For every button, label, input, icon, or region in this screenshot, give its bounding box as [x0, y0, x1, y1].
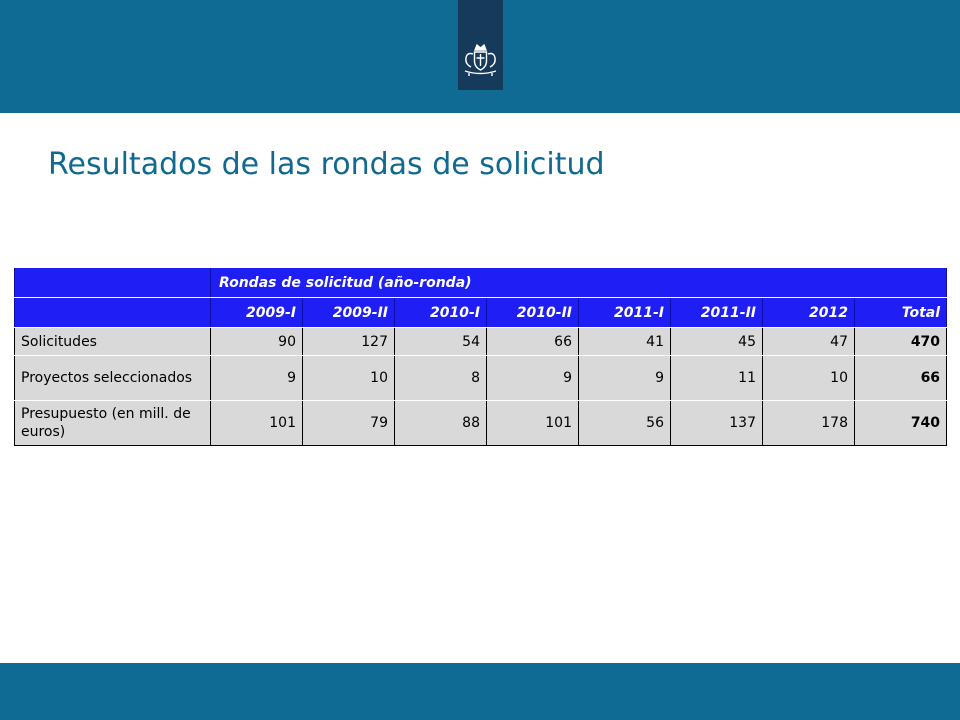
table-cell: 66	[487, 328, 579, 356]
column-header: 2010-I	[395, 298, 487, 328]
logo-tab	[458, 0, 503, 90]
column-header: 2009-II	[303, 298, 395, 328]
table-cell: 47	[763, 328, 855, 356]
table-cell: 9	[211, 356, 303, 401]
table-row	[15, 401, 947, 446]
group-header: Rondas de solicitud (año-ronda)	[211, 268, 947, 298]
coat-of-arms-icon	[461, 42, 500, 80]
row-label: Solicitudes	[15, 328, 211, 356]
column-header: 2010-II	[487, 298, 579, 328]
table-group-header-row	[15, 268, 947, 298]
table-cell: 54	[395, 328, 487, 356]
table-corner-cell	[15, 268, 211, 298]
table-cell: 8	[395, 356, 487, 401]
table-cell: 56	[579, 401, 671, 446]
page-title: Resultados de las rondas de solicitud	[48, 147, 605, 182]
table-cell: 45	[671, 328, 763, 356]
table-cell: 127	[303, 328, 395, 356]
column-header: 2012	[763, 298, 855, 328]
table-cell: 10	[303, 356, 395, 401]
table-corner-cell-2	[15, 298, 211, 328]
table-cell: 137	[671, 401, 763, 446]
table-row	[15, 328, 947, 356]
column-header: 2011-II	[671, 298, 763, 328]
footer-band	[0, 663, 960, 720]
column-header-total: Total	[855, 298, 947, 328]
column-header: 2009-I	[211, 298, 303, 328]
results-table	[14, 268, 947, 446]
row-label: Proyectos seleccionados	[15, 356, 211, 401]
table-cell: 178	[763, 401, 855, 446]
table-cell: 79	[303, 401, 395, 446]
total-cell: 470	[855, 328, 947, 356]
table-row	[15, 356, 947, 401]
table-cell: 10	[763, 356, 855, 401]
total-cell: 66	[855, 356, 947, 401]
table-cell: 101	[211, 401, 303, 446]
table-column-header-row	[15, 298, 947, 328]
row-label: Presupuesto (en mill. de euros)	[15, 401, 211, 446]
table-cell: 101	[487, 401, 579, 446]
total-cell: 740	[855, 401, 947, 446]
header-band	[0, 0, 960, 113]
table-cell: 9	[579, 356, 671, 401]
table-cell: 41	[579, 328, 671, 356]
table-cell: 9	[487, 356, 579, 401]
column-header: 2011-I	[579, 298, 671, 328]
table-cell: 90	[211, 328, 303, 356]
table-cell: 11	[671, 356, 763, 401]
table-cell: 88	[395, 401, 487, 446]
